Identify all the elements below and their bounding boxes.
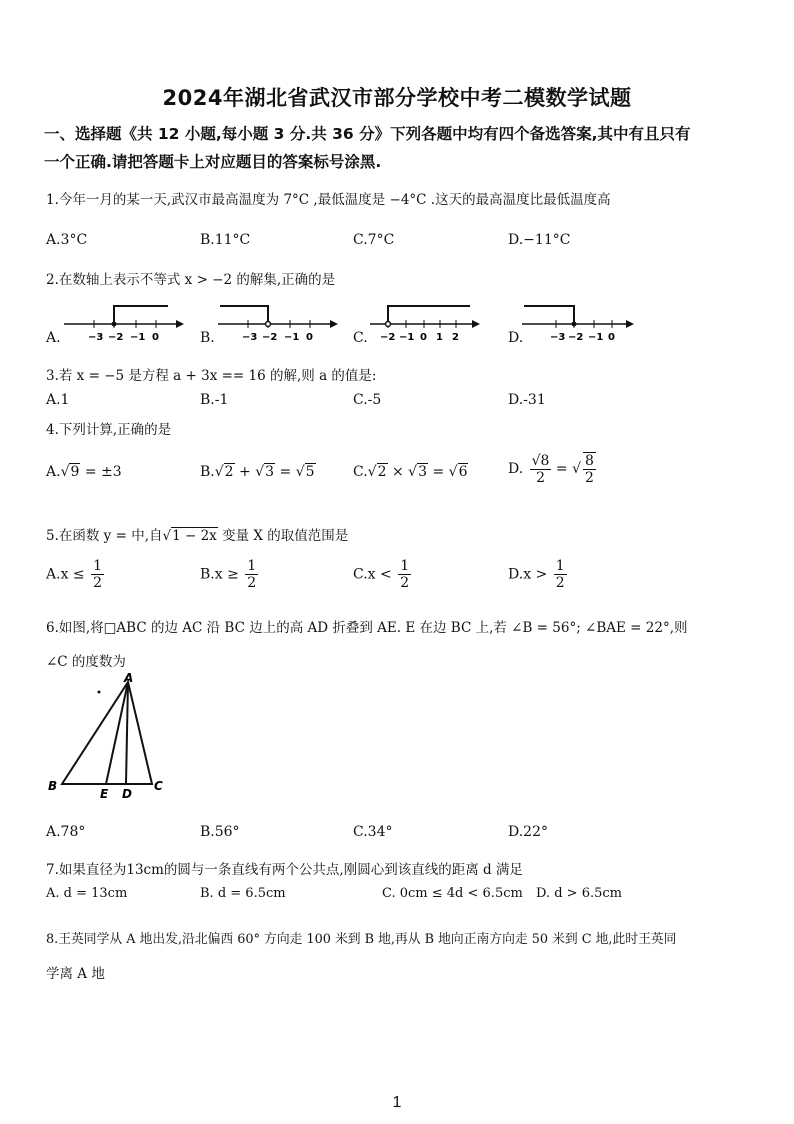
tick-label: 2 [452, 332, 459, 343]
q3-option-b: B.-1 [200, 392, 229, 408]
q5-option-a: A.x ≤ $\frac{1}{2}$ [46, 558, 103, 592]
tick-label: −2 [262, 332, 278, 343]
vertex-a-label: A [124, 672, 134, 685]
point-e-label: E [100, 787, 109, 801]
tick-label: −2 [568, 332, 584, 343]
q5-option-b: B.x ≥ $\frac{1}{2}$ [200, 558, 257, 592]
question-5-text: 5.在函数 y = 中,自√1 − 2x 变量 X 的取值范围是 [46, 528, 349, 544]
point-d-label: D [122, 787, 132, 801]
question-8-line1: 8.王英同学从 A 地出发,沿北偏西 60° 方向走 100 米到 B 地,再从 B 地向正南方向走 50 米到 C 地,此时王英同 [46, 932, 677, 947]
q7-option-b: B. d = 6.5cm [200, 886, 286, 901]
triangle-figure [44, 672, 174, 806]
q2-number-line-a [64, 300, 184, 349]
q1-option-a: A.3°C [46, 232, 88, 248]
q6-option-a: A.78° [46, 824, 86, 840]
vertex-b-label: B [48, 779, 58, 793]
question-8-line2: 学离 A 地 [46, 966, 105, 982]
tick-label: −1 [588, 332, 604, 343]
q4-option-c: C.√2 × √3 = √6 [353, 464, 468, 480]
tick-label: −1 [130, 332, 146, 343]
q4-option-a: A.√9 = ±3 [46, 464, 122, 480]
tick-label: 0 [152, 332, 159, 343]
q3-option-c: C.-5 [353, 392, 382, 408]
q4-option-d: D. $\frac{√8}{2}$ = √ $\frac{8}{2}$ [508, 452, 594, 487]
q6-option-b: B.56° [200, 824, 240, 840]
tick-label: −3 [242, 332, 258, 343]
question-3-text: 3.若 x = −5 是方程 a + 3x == 16 的解,则 a 的值是: [46, 368, 377, 384]
question-1-text: 1.今年一月的某一天,武汉市最高温度为 7°C ,最低温度是 −4°C .这天的最高温度比最低温度高 [46, 192, 611, 208]
q2-option-c-letter: C. [353, 330, 368, 346]
q4-option-b: B.√2 + √3 = √5 [200, 464, 315, 480]
q2-number-line-d [522, 300, 634, 349]
tick-label: 0 [608, 332, 615, 343]
question-4-text: 4.下列计算,正确的是 [46, 422, 172, 438]
q2-number-line-c [370, 300, 480, 349]
q2-option-d-letter: D. [508, 330, 524, 346]
tick-label: −1 [284, 332, 300, 343]
q3-option-a: A.1 [46, 392, 70, 408]
tick-label: −1 [399, 332, 415, 343]
tick-label: −3 [88, 332, 104, 343]
page-title: 2024年湖北省武汉市部分学校中考二模数学试题 [162, 86, 632, 110]
question-6-line2: ∠C 的度数为 [46, 654, 126, 670]
tick-label: −2 [108, 332, 124, 343]
q6-option-d: D.22° [508, 824, 548, 840]
tick-label: −3 [550, 332, 566, 343]
tick-label: 1 [436, 332, 443, 343]
q1-option-c: C.7°C [353, 232, 395, 248]
q3-option-d: D.-31 [508, 392, 546, 408]
q2-option-a-letter: A. [46, 330, 61, 346]
q2-option-b-letter: B. [200, 330, 215, 346]
q5-option-d: D.x > $\frac{1}{2}$ [508, 558, 565, 592]
question-2-text: 2.在数轴上表示不等式 x > −2 的解集,正确的是 [46, 272, 336, 288]
q7-option-a: A. d = 13cm [46, 886, 128, 901]
vertex-c-label: C [154, 779, 163, 793]
q7-option-c: C. 0cm ≤ 4d < 6.5cm [382, 886, 523, 901]
section-instructions-line2: 一个正确.请把答题卡上对应题目的答案标号涂黑. [44, 153, 382, 171]
question-6-line1: 6.如图,将□ABC 的边 AC 沿 BC 边上的高 AD 折叠到 AE. E 在边 BC 上,若 ∠B = 56°; ∠BAE = 22°,则 [46, 620, 688, 636]
question-7-text: 7.如果直径为13cm的圆与一条直线有两个公共点,刚圆心到该直线的距离 d 满足 [46, 862, 523, 878]
q6-option-c: C.34° [353, 824, 393, 840]
page-number: 1 [392, 1094, 402, 1111]
tick-label: 0 [306, 332, 313, 343]
tick-label: −2 [380, 332, 396, 343]
q1-option-b: B.11°C [200, 232, 251, 248]
section-instructions-line1: 一、选择题《共 12 小题,每小题 3 分.共 36 分》下列各题中均有四个备选答案,其中有且只有 [44, 125, 691, 143]
q1-option-d: D.−11°C [508, 232, 571, 248]
q2-number-line-b [218, 300, 338, 349]
q5-option-c: C.x < $\frac{1}{2}$ [353, 558, 410, 592]
q7-option-d: D. d > 6.5cm [536, 886, 622, 901]
tick-label: 0 [420, 332, 427, 343]
